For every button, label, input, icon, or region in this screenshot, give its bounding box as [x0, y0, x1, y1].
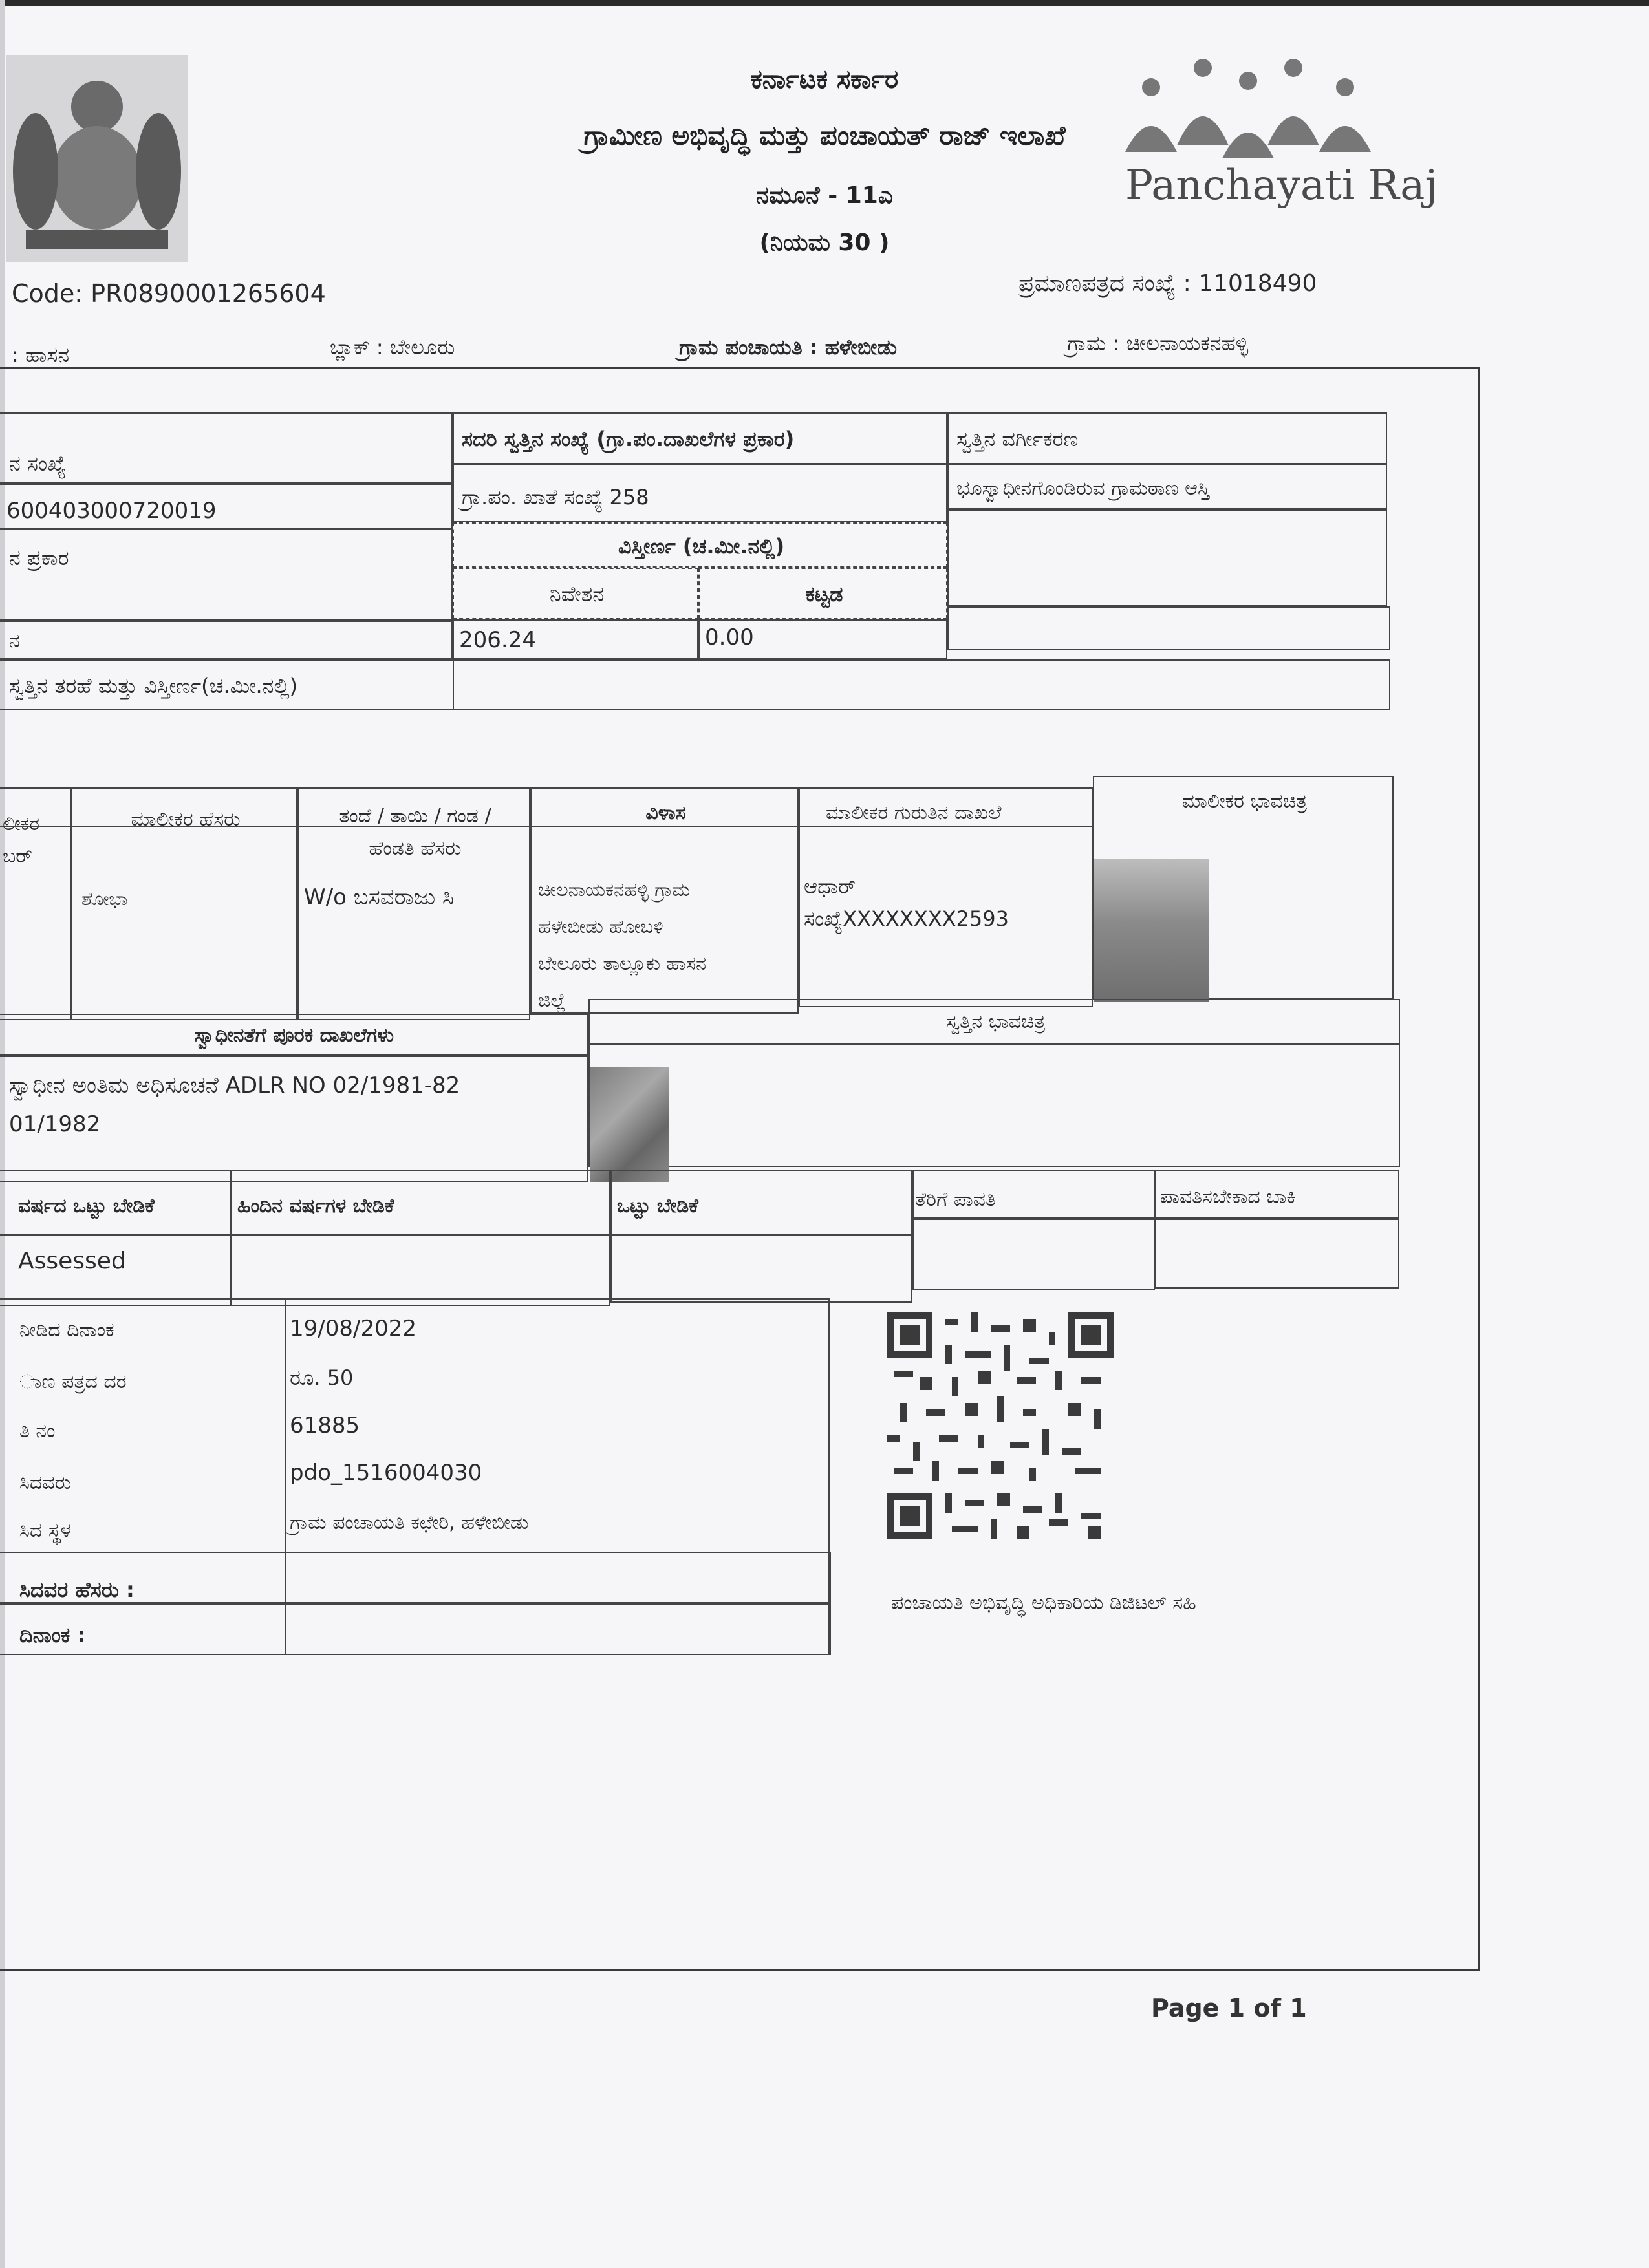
owner-id-column: ಮಾಲೀಕರ ಗುರುತಿನ ದಾಖಲೆ ಆಧಾರ್ ಸಂಖ್ಯೆXXXXXXXX2593 — [799, 787, 1093, 1007]
issue-row-label: ನೀಡಿದ ದಿನಾಂಕ — [19, 1319, 114, 1342]
tax-total-header: ಒಟ್ಟು ಬೇಡಿಕೆ — [610, 1170, 912, 1235]
logo-text: Panchayati Raj — [1125, 162, 1438, 209]
issue-row-value: ರೂ. 50 — [290, 1365, 354, 1390]
local-number-value-cell: ಗ್ರಾ.ಪಂ. ಖಾತೆ ಸಂಖ್ಯೆ 258 — [453, 464, 947, 522]
site-header: ನಿವೇಶನ — [453, 568, 698, 619]
area-extra-cell — [947, 606, 1390, 650]
building-value-cell: 0.00 — [698, 619, 947, 659]
nature-row: ಸ್ವತ್ತಿನ ತರಹೆ ಮತ್ತು ವಿಸ್ತೀರ್ಣ(ಚ.ಮೀ.ನಲ್ಲಿ) — [0, 659, 1390, 710]
issue-date-row — [0, 1603, 831, 1655]
supporting-docs-header: ಸ್ವಾಧೀನತೆಗೆ ಪೂರಕ ದಾಖಲೆಗಳು — [0, 1014, 588, 1056]
govt-title: ಕರ್ನಾಟಕ ಸರ್ಕಾರ — [750, 65, 899, 94]
owner-photo — [1094, 859, 1209, 1002]
village: ಗ್ರಾಮ : ಚೀಲನಾಯಕನಹಳ್ಳಿ — [1067, 331, 1249, 356]
owner-name: ಶೋಭಾ — [81, 888, 128, 910]
tax-year-header: ವರ್ಷದ ಒಟ್ಟು ಬೇಡಿಕೆ — [0, 1170, 231, 1235]
qr-code-icon — [887, 1312, 1114, 1539]
issue-row-label: ದಿನಾಂಕ : — [19, 1623, 86, 1647]
issue-row-label: ಸಿದವರ ಹೆಸರು : — [19, 1578, 135, 1602]
owner-name-column: ಮಾಲೀಕರ ಹೆಸರು ಶೋಭಾ — [71, 787, 297, 1020]
property-photo-cell — [588, 1044, 1400, 1167]
issue-row-label: ಾಣ ಪತ್ರದ ದರ — [19, 1371, 127, 1393]
owner-id-document: ಆಧಾರ್ ಸಂಖ್ಯೆXXXXXXXX2593 — [804, 874, 1009, 931]
property-photo — [590, 1067, 669, 1182]
area-row-label-cell: ನ — [0, 621, 453, 659]
tax-previous-header: ಹಿಂದಿನ ವರ್ಷಗಳ ಬೇಡಿಕೆ — [231, 1170, 610, 1235]
property-photo-header: ಸ್ವತ್ತಿನ ಭಾವಚಿತ್ರ — [588, 999, 1400, 1044]
property-code: Code: PR0890001265604 — [12, 279, 326, 308]
owner-address-column: ವಿಳಾಸ ಚೀಲನಾಯಕನಹಳ್ಳಿ ಗ್ರಾಮ ಹಳೇಬೀಡು ಹೋಬಳಿ ಬೇಲೂರು ತಾಲ್ಲೂಕು ಹಾಸನ ಜಿಲ್ಲೆ — [530, 787, 799, 1014]
owner-header-divider — [0, 826, 1093, 828]
supporting-docs-value: ಸ್ವಾಧೀನ ಅಂತಿಮ ಅಧಿಸೂಚನೆ ADLR NO 02/1981-82 01/1982 — [0, 1056, 588, 1182]
scan-top-edge — [0, 0, 1649, 6]
issue-row-label: ಸಿದವರು — [19, 1471, 71, 1494]
issue-row-label: ತಿ ನಂ — [19, 1420, 56, 1442]
owner-photo-column: ಮಾಲೀಕರ ಭಾವಚಿತ್ರ — [1093, 776, 1394, 999]
owner-address: ಚೀಲನಾಯಕನಹಳ್ಳಿ ಗ್ರಾಮ ಹಳೇಬೀಡು ಹೋಬಳಿ ಬೇಲೂರು ತಾಲ್ಲೂಕು ಹಾಸನ ಜಿಲ್ಲೆ — [538, 879, 707, 1011]
dept-title: ಗ್ರಾಮೀಣ ಅಭಿವೃದ್ಧಿ ಮತ್ತು ಪಂಚಾಯತ್ ರಾಜ್ ಇಲಾಖೆ — [583, 120, 1066, 151]
local-number-header: ಸದರಿ ಸ್ವತ್ತಿನ ಸಂಖ್ಯೆ (ಗ್ರಾ.ಪಂ.ದಾಖಲೆಗಳ ಪ್ರಕಾರ) — [453, 412, 947, 464]
issue-row-value: ಗ್ರಾಮ ಪಂಚಾಯತಿ ಕಛೇರಿ, ಹಳೇಬೀಡು — [290, 1512, 529, 1534]
tax-year-value: Assessed — [0, 1235, 231, 1306]
certificate-number: ಪ್ರಮಾಣಪತ್ರದ ಸಂಖ್ಯೆ : 11018490 — [1018, 270, 1317, 297]
classification-value-cell: ಭೂಸ್ವಾಧೀನಗೊಂಡಿರುವ ಗ್ರಾಮಠಾಣ ಆಸ್ತಿ — [947, 464, 1387, 509]
property-id-value-cell: 600403000720019 — [0, 484, 453, 529]
tax-paid-header: ತೆರಿಗೆ ಪಾವತಿ — [912, 1170, 1155, 1219]
property-id-cell: ನ ಸಂಖ್ಯೆ — [0, 412, 453, 484]
tax-total-value — [610, 1235, 912, 1303]
owner-parent-column: ತಂದೆ / ತಾಯಿ / ಗಂಡ / ಹೆಂಡತಿ ಹೆಸರು W/o ಬಸವರಾಜು ಸಿ — [297, 787, 530, 1020]
page-number: Page 1 of 1 — [1151, 1994, 1307, 2022]
issue-row-label: ಸಿದ ಸ್ಥಳ — [19, 1519, 72, 1542]
building-header: ಕಟ್ಟಡ — [698, 568, 947, 619]
issue-row-value: pdo_1516004030 — [290, 1460, 482, 1486]
tax-paid-value — [912, 1219, 1155, 1290]
digital-signature-label: ಪಂಚಾಯತಿ ಅಭಿವೃದ್ಧಿ ಅಧಿಕಾರಿಯ ಡಿಜಿಟಲ್ ಸಹಿ — [891, 1592, 1196, 1614]
nature-value-cell — [453, 659, 1390, 710]
property-type-cell: ನ ಪ್ರಕಾರ — [0, 529, 453, 621]
tax-due-header: ಪಾವತಿಸಬೇಕಾದ ಬಾಕಿ — [1155, 1170, 1399, 1219]
owner-parent-name: W/o ಬಸವರಾಜು ಸಿ — [304, 884, 455, 910]
tax-due-value — [1155, 1219, 1399, 1289]
rule-number: (ನಿಯಮ 30 ) — [759, 230, 890, 256]
gram-panchayat: ಗ್ರಾಮ ಪಂಚಾಯತಿ : ಹಳೇಬೀಡು — [679, 335, 898, 359]
area-blank-cell — [947, 509, 1387, 606]
site-value-cell: 206.24 — [453, 619, 698, 659]
area-header: ವಿಸ್ತೀರ್ಣ (ಚ.ಮೀ.ನಲ್ಲಿ) — [453, 522, 947, 568]
owner-number-column: ಲೀಕರ ಬರ್ — [0, 787, 71, 1020]
classification-header: ಸ್ವತ್ತಿನ ವರ್ಗೀಕರಣ — [947, 412, 1387, 464]
tax-previous-value — [231, 1235, 610, 1306]
form-number: ನಮೂನೆ - 11ಎ — [756, 182, 893, 209]
block: ಬ್ಲಾಕ್ : ಬೇಲೂರು — [330, 335, 455, 359]
issue-row-value: 19/08/2022 — [290, 1316, 416, 1342]
issue-row-value: 61885 — [290, 1413, 360, 1439]
district: : ಹಾಸನ — [12, 343, 70, 367]
